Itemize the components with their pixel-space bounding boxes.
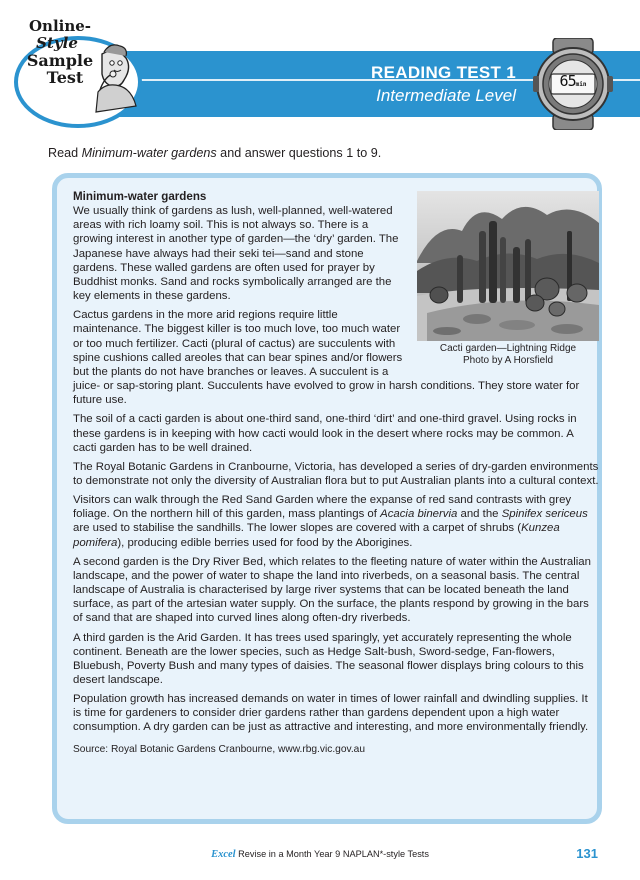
intro-title: Minimum-water gardens: [81, 146, 217, 160]
intro-after: and answer questions 1 to 9.: [216, 146, 382, 160]
timer-value: 65: [559, 72, 576, 90]
paragraph-2: Cactus gardens in the more arid regions require little maintenance. The biggest killer is too much love, too much water or too much fertilizer. Cacti (plural of cactus) are succulents with spine cushions called areoles that can bear spines and/or flowers but the plants do not have branches or leaves. A succulent is a juice- or sap-storing plant. Succulents have evolved to grow in harsh conditions. They store water for future use.: [73, 309, 580, 407]
badge-line-1: Online-: [28, 17, 92, 35]
paragraph-3: The soil of a cacti garden is about one-third sand, one-third ‘dirt’ and one-third gravel. Using rocks in these gardens is in keeping with how cacti would look in the desert where rocks may be common. A cacti garden has to be well drained.: [73, 413, 577, 454]
paragraph-5: [73, 493, 599, 550]
page-number: 131: [576, 846, 598, 861]
instructions: [48, 146, 381, 160]
caption-line-1: Cacti garden—Lightning Ridge: [439, 343, 577, 354]
p5-text-d: ), producing edible berries used for food by the Aborigines.: [117, 536, 413, 549]
paragraph-6: A second garden is the Dry River Bed, which relates to the fleeting nature of water within the Australian landscape, and the power of water to shape the land into riverbeds, on a seasonal basis. The central landscape of Australia is characterised by large river systems that can be located beneath the land surface, as part of the artesian water supply. On the surface, the plants respond by growing in the bars of sand that are shaped into curved lines along often-dry riverbeds.: [73, 555, 591, 625]
timer-unit: min: [575, 81, 587, 88]
p5-species-3: Kunzea pomifera: [73, 522, 560, 549]
caption-line-2: Photo by A Horsfield: [462, 355, 554, 366]
paragraph-1: We usually think of gardens as lush, well-planned, well-watered areas with rich loamy soil. This is not always so. There is a growing interest in another type of garden—the ‘dry’ garden. The Japanese have always had their seki tei—sand and stone gardens. These walled gardens are often used for prayer by Buddhist monks. Sand and rocks symbolically arranged are the key elements in these gardens.: [73, 205, 399, 303]
badge-line-2: Style: [36, 34, 78, 52]
badge-line-3: Sample: [26, 51, 94, 70]
badge-label: [24, 18, 96, 86]
passage-heading: Minimum-water gardens: [73, 190, 207, 203]
paragraph-8: Population growth has increased demands on water in times of lower rainfall and dwindling supplies. It is time for gardeners to consider drier gardens rather than gardens dependent upon a high water consumption. A dry garden can be just as attractive and interesting, and more environmentally friendly.: [73, 693, 589, 734]
p5-species-1: Acacia binervia: [380, 508, 458, 521]
footer: [0, 849, 640, 860]
badge-line-4: Test: [46, 68, 84, 87]
footer-title: Revise in a Month Year 9 NAPLAN*-style Tests: [235, 849, 429, 859]
p5-text-a: Visitors can walk through the Red Sand Garden where the expanse of red sand contrasts with grey foliage. On the northern hill of this garden, mass plantings of: [73, 494, 572, 521]
timer-readout: [549, 72, 597, 90]
figure-caption: [417, 343, 599, 367]
cacti-garden-photo: [417, 191, 599, 341]
paragraph-7: A third garden is the Arid Garden. It has trees used sparingly, yet accurately representing the whole continent. Beneath are the lower species, such as Hedge Salt-bush, Sword-sedge, Fan-flowers, Bluebush, Poverty Bush and many types of daisies. The seasonal flower displays bring colours to this desert landscape.: [73, 631, 584, 686]
passage-content: [73, 190, 599, 757]
source-credit: Source: Royal Botanic Gardens Cranbourne, www.rbg.vic.gov.au: [73, 743, 365, 755]
figure: [417, 191, 599, 367]
test-level: Intermediate Level: [376, 86, 516, 105]
p5-species-2: Spinifex sericeus: [501, 508, 588, 521]
p5-text-b: and the: [457, 508, 502, 521]
paragraph-4: The Royal Botanic Gardens in Cranbourne, Victoria, has developed a series of dry-garden environments to demonstrate not only the diversity of Australian flora but to put Australian plants into a cultural context.: [73, 460, 599, 487]
p5-text-c: are used to stabilise the sandhills. The lower slopes are covered with a carpet of shrubs (: [73, 522, 522, 535]
intro-before: Read: [48, 146, 82, 160]
footer-brand: Excel: [211, 849, 236, 860]
test-title: READING TEST 1: [371, 63, 516, 82]
